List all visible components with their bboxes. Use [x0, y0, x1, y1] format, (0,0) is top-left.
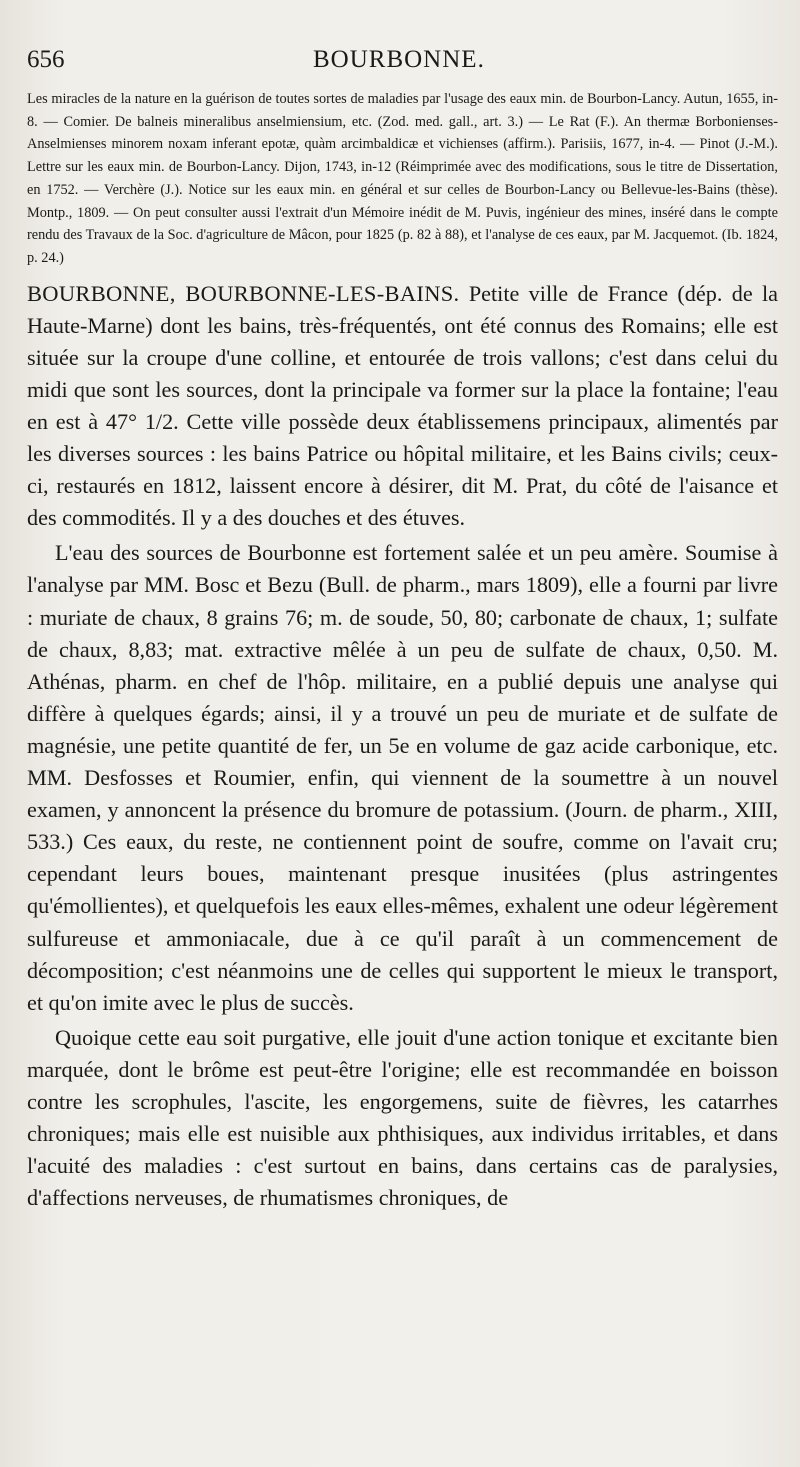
paragraph-1	[27, 278, 778, 535]
paragraph-3: Quoique cette eau soit purgative, elle jouit d'une action tonique et excitante bien marquée, dont le brôme est peut-être l'origine; elle est recommandée en boisson contre les scrophules, l'ascite, les engorgemens, suite de fièvres, les catarrhes chroniques; mais elle est nuisible aux phthisiques, aux individus irritables, et dans l'acuité des maladies : c'est surtout en bains, dans certains cas de paralysies, d'affections nerveuses, de rhumatismes chroniques, de	[27, 1024, 778, 1211]
paragraph-2: L'eau des sources de Bourbonne est fortement salée et un peu amère. Soumise à l'analyse par MM. Bosc et Bezu (Bull. de pharm., mars 1809), elle a fourni par livre : muriate de chaux, 8 grains 76; m. de soude, 50, 80; carbonate de chaux, 1; sulfate de chaux, 8,83; mat. extractive mêlée à un peu de sulfate de chaux, 0,50. M. Athénas, pharm. en chef de l'hôp. militaire, en a publié depuis une analyse qui diffère à quelques égards; ainsi, il y a trouvé un peu de muriate et de sulfate de magnésie, une petite quantité de fer, un 5e en volume de gaz acide carbonique, etc. MM. Desfosses et Roumier, enfin, qui viennent de la soumettre à un nouvel examen, y annoncent la présence du bromure de potassium. (Journ. de pharm., XIII, 533.) Ces eaux, du reste, ne contiennent point de soufre, comme on l'avait cru; cependant leurs boues, maintenant presque inusitées (plus astringentes qu'émollientes), et quelquefois les eaux elles-mêmes, exhalent une odeur légèrement sulfureuse et ammoniacale, due à ce qu'il paraît à un commencement de décomposition; c'est néanmoins une de celles qui supportent le mieux le transport, et qu'on imite avec le plus de succès.	[27, 540, 778, 1015]
notes-text: Les miracles de la nature en la guérison de toutes sortes de maladies par l'usage des eaux min. de Bourbon-Lancy. Autun, 1655, in-8. — Comier. De balneis mineralibus anselmiensium, etc. (Zod. med. gall., art. 3.) — Le Rat (F.). An thermæ Borbonienses-Anselmienses minorem noxam inferant epotæ, quàm arcimbaldicæ et vichienses (affirm.). Parisiis, 1677, in-4. — Pinot (J.-M.). Lettre sur les eaux min. de Bourbon-Lancy. Dijon, 1743, in-12 (Réimprimée avec des modifications, sous le titre de Dissertation, en 1752. — Verchère (J.). Notice sur les eaux min. en général et sur celles de Bourbon-Lancy ou Bellevue-les-Bains (thèse). Montp., 1809. — On peut consulter aussi l'extrait d'un Mémoire inédit de M. Puvis, ingénieur des mines, inséré dans le compte rendu des Travaux de la Soc. d'agriculture de Mâcon, pour 1825 (p. 82 à 88), et l'analyse de ces eaux, par M. Jacquemot. (Ib. 1824, p. 24.)	[27, 91, 778, 266]
article-body	[27, 278, 778, 1215]
entry-headword: BOURBONNE, BOURBONNE-LES-BAINS.	[27, 280, 460, 306]
running-head	[27, 46, 778, 86]
running-title: BOURBONNE.	[313, 46, 485, 73]
page-number: 656	[27, 46, 65, 73]
paragraph-1-text: Petite ville de France (dép. de la Haute-Marne) dont les bains, très-fréquentés, ont été connus des Romains; elle est située sur la croupe d'une colline, et entourée de trois vallons; c'est dans celui du midi que sont les sources, dont la principale va former sur la place la fontaine; l'eau en est à 47° 1/2. Cette ville possède deux établissemens principaux, alimentés par les diverses sources : les bains Patrice ou hôpital militaire, et les Bains civils; ceux-ci, restaurés en 1812, laissent encore à désirer, dit M. Prat, du côté de l'aisance et des commodités. Il y a des douches et des étuves.	[27, 280, 779, 531]
bibliography-notes	[27, 88, 778, 270]
